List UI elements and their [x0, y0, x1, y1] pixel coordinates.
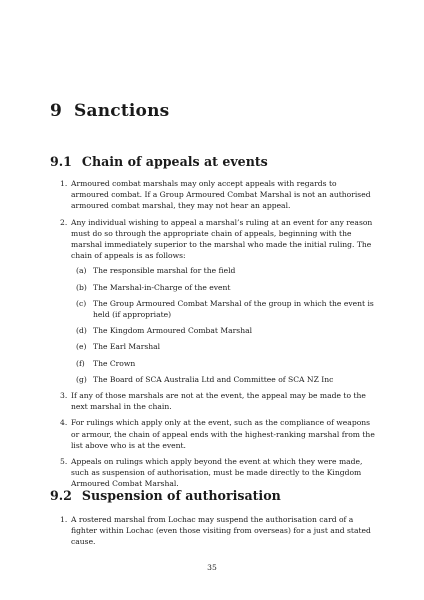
list-item [50, 390, 375, 412]
section-number: 9.1 [50, 154, 72, 169]
subitem-text: The Group Armoured Combat Marshal of the group in which the event is held (if appropriate) [93, 298, 374, 320]
page-number: 35 [207, 563, 217, 572]
subitem-text: The Earl Marshal [93, 342, 161, 352]
sublist-item [71, 358, 375, 369]
item-text: Any individual wishing to appeal a marshal’s ruling at an event for any reason must do so through the appropriate chain of appeals, beginning with the marshal immediately superior to the marshal who made the initial ruling. The chain of appeals is as follows: [71, 217, 373, 261]
section-title-text: Suspension of authorisation [81, 488, 281, 503]
subitem-text: The Crown [93, 358, 136, 368]
sublist-item [71, 325, 375, 336]
list-item [50, 417, 375, 451]
item-text: A rostered marshal from Lochac may suspend the authorisation card of a fighter within Lochac (even those visiting from overseas) for a just and stated cause. [71, 515, 371, 547]
item-marker: 1. [60, 179, 68, 188]
item-marker: 5. [60, 457, 68, 467]
item-text: For rulings which apply only at the event, such as the compliance of weapons or armour, the chain of appeal ends with the highest-ranking marshal from the list above who is at the event. [71, 418, 375, 450]
sublist-item [71, 374, 375, 385]
subitem-marker: (b) [76, 282, 87, 292]
subitem-text: The Kingdom Armoured Combat Marshal [93, 326, 253, 336]
section-title [50, 488, 281, 503]
suspension-list [50, 514, 375, 553]
subitem-marker: (c) [76, 298, 87, 308]
sublist-item [71, 282, 375, 293]
chain-of-appeals-sublist [71, 265, 375, 385]
item-marker: 4. [60, 418, 68, 428]
appeals-list [50, 178, 375, 495]
chapter-title [50, 101, 169, 121]
subitem-marker: (d) [76, 326, 87, 336]
item-marker: 1. [60, 515, 68, 524]
list-item [50, 456, 375, 490]
section-number: 9.2 [50, 488, 72, 503]
subitem-marker: (a) [76, 266, 87, 276]
section-title [50, 154, 268, 169]
item-marker: 3. [60, 391, 68, 401]
subitem-text: The Marshal-in-Charge of the event [93, 282, 231, 292]
chapter-title-text: Sanctions [74, 101, 170, 121]
subitem-text: The Board of SCA Australia Ltd and Committee of SCA NZ Inc [93, 374, 334, 384]
subitem-marker: (g) [76, 374, 87, 384]
item-marker: 2. [60, 217, 68, 227]
list-item [50, 178, 375, 212]
sublist-item [71, 298, 375, 320]
chapter-number: 9 [50, 101, 63, 121]
item-text: Armoured combat marshals may only accept appeals with regards to armoured combat. If a Group Armoured Combat Marshal is not an authorised armoured combat marshal, they may not hear an appeal. [71, 179, 371, 211]
list-item [50, 514, 375, 548]
subitem-text: The responsible marshal for the field [93, 266, 236, 276]
subitem-marker: (e) [76, 342, 87, 352]
item-text: If any of those marshals are not at the event, the appeal may be made to the next marshal in the chain. [71, 391, 366, 412]
section-title-text: Chain of appeals at events [81, 154, 268, 169]
sublist-item [71, 265, 375, 276]
item-text: Appeals on rulings which apply beyond the event at which they were made, such as suspension of authorisation, must be made directly to the Kingdom Armoured Combat Marshal. [71, 457, 363, 489]
sublist-item [71, 341, 375, 352]
list-item [50, 217, 375, 385]
subitem-marker: (f) [76, 358, 85, 368]
